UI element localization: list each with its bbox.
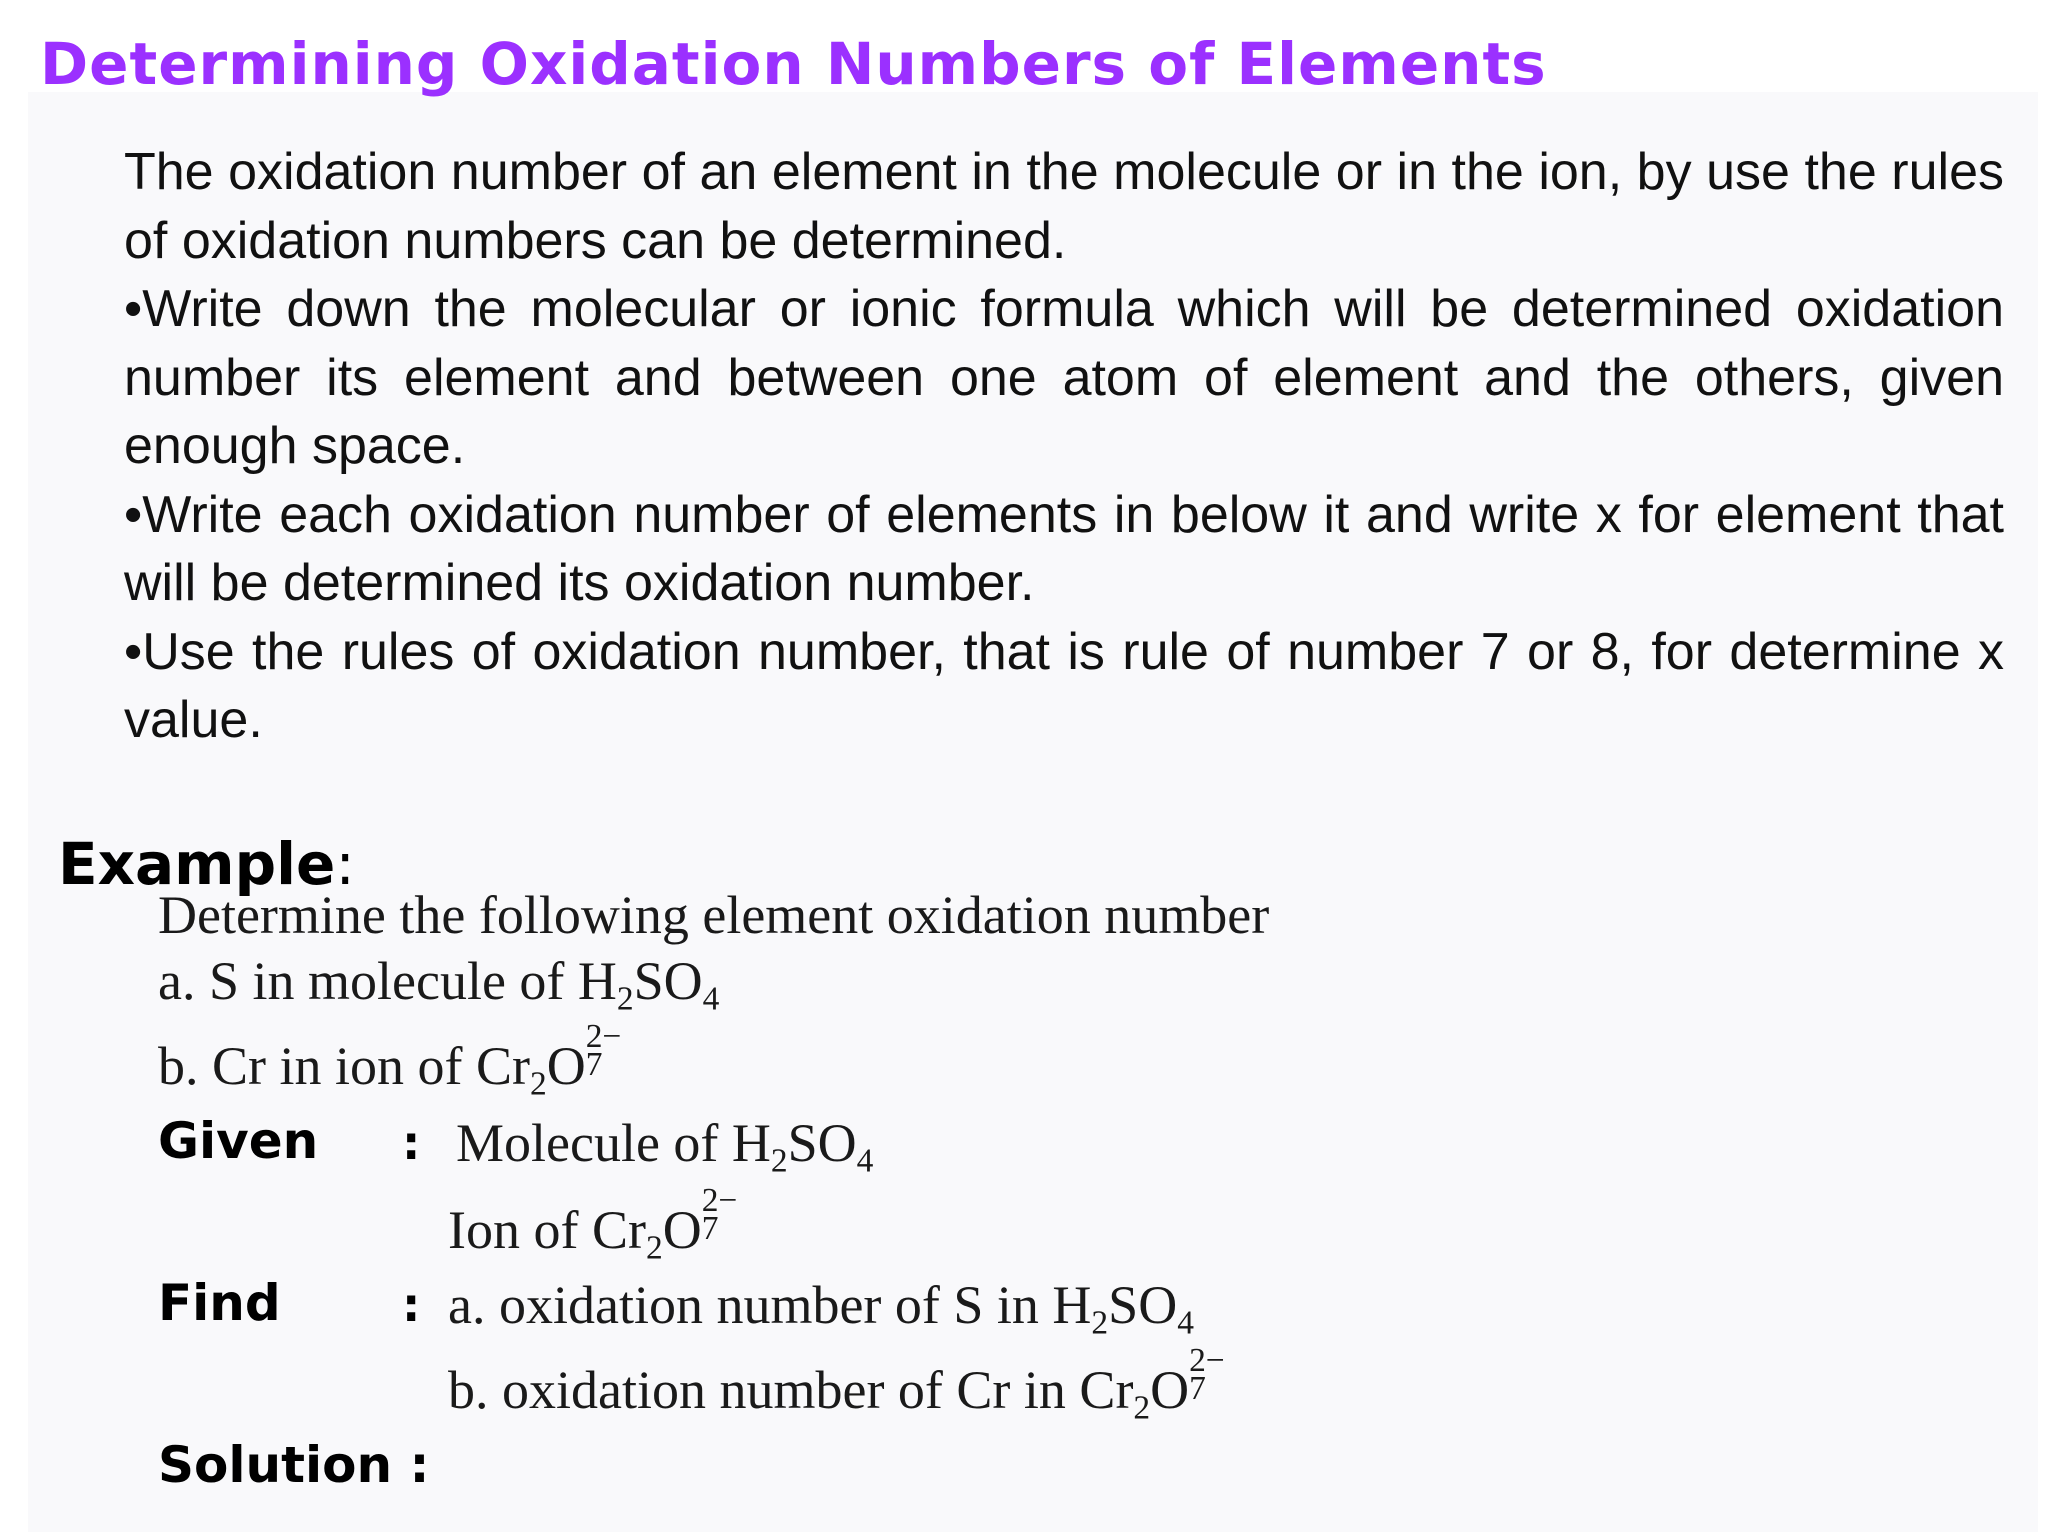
item-a-text: a. S in molecule of: [158, 951, 578, 1011]
bullet-3: •Use the rules of oxidation number, that is rule of number 7 or 8, for determine x value.: [124, 622, 2004, 749]
find-label: Find: [158, 1274, 281, 1332]
bullet-1: •Write down the molecular or ionic formula which will be determined oxidation number its element and between one atom of element and the others, given enough space.: [124, 280, 2004, 475]
find-line-2: b. oxidation number of Cr in $Cr_2O$ 2− 7: [448, 1342, 1225, 1427]
intro-paragraph: The oxidation number of an element in the molecule or in the ion, by use the rules of oxidation numbers can be determined.: [124, 143, 2004, 270]
given-line-1: Molecule of $H_2SO_4$: [456, 1113, 874, 1180]
h2so4-formula: $H_2SO_4$: [577, 951, 720, 1018]
example-heading-colon: :: [335, 830, 355, 898]
example-prompt: Determine the following element oxidation number: [158, 885, 1270, 945]
find-cr2o7-formula: $Cr_2O$ 2− 7: [1079, 1342, 1225, 1427]
example-item-a: [158, 950, 720, 1018]
cr2o7-formula: $Cr_2O$ 2− 7: [476, 1018, 622, 1103]
find-h2so4-formula: $H_2SO_4$: [1052, 1275, 1194, 1342]
given-colon: :: [402, 1116, 421, 1170]
slide-title: Determining Oxidation Numbers of Elements: [40, 30, 1547, 98]
example-item-b: [158, 1018, 622, 1103]
solution-label: Solution :: [158, 1436, 430, 1494]
find-line-1: a. oxidation number of S in $H_2SO_4$: [448, 1275, 1194, 1342]
bullet-2: •Write each oxidation number of elements in below it and write x for element that will be determined its oxidation number.: [124, 485, 2004, 612]
example-heading-label: Example: [58, 830, 336, 898]
given-cr2o7-formula: $Cr_2O$ 2− 7: [591, 1182, 738, 1267]
given-line-2: Ion of $Cr_2O$ 2− 7: [448, 1182, 738, 1267]
given-h2so4-formula: $H_2SO_4$: [731, 1113, 874, 1180]
given-label: Given: [158, 1112, 319, 1170]
find-colon: :: [402, 1278, 421, 1332]
intro-text: [124, 138, 2004, 755]
item-b-text: b. Cr in ion of: [158, 1036, 476, 1096]
